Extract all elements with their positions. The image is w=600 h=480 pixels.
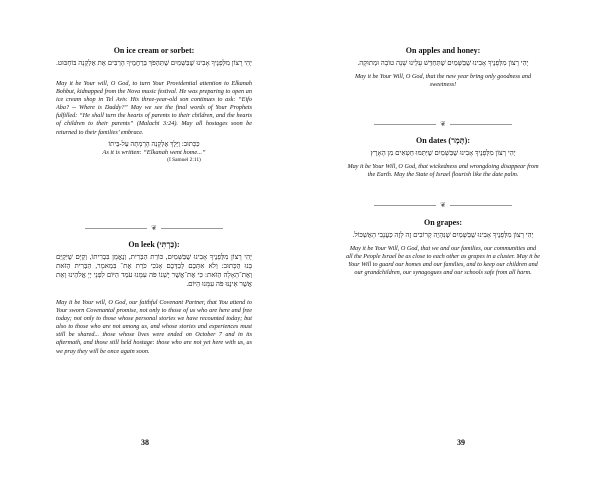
divider-line <box>85 228 147 229</box>
english-prayer: May it be Your Will, O God, that the new year bring only goodness and sweetness! <box>354 73 532 89</box>
section-heading: On grapes: <box>424 218 462 227</box>
section-apples-honey <box>346 46 540 89</box>
ornament-divider <box>346 200 540 210</box>
section-dates <box>346 136 540 179</box>
ornament-divider <box>346 119 540 129</box>
divider-line <box>161 228 223 229</box>
flourish-icon: ❦ <box>151 224 157 232</box>
divider-line <box>374 205 436 206</box>
page-number: 38 <box>141 438 149 447</box>
hebrew-prayer: יְהִי רָצוֹן מִלְּפָנֶיךָ אָבִינוּ שֶׁבַּשָּׁמַיִם שֶׁנִּהְיֶה קְרוֹבִים זֶה לָזֶה כַּעֲנָבִי הָאֶשְׁכּוֹל. <box>352 231 534 239</box>
hebrew-prayer: יְהִי רָצוֹן מִלְּפָנֶיךָ אָבִינוּ שֶׁבַּשָּׁמַיִם, כּוֹרֵת הַבְּרִית, וְנֶאֱמָן בִּבְרִיתוֹ, וְקַיָּם שֶׁיִּקְיַּם בָּנוּ הַכָּתוּב: וְלֹא אִתְּכֶם לְבַדְּכֶם אָנֹכִי כֹּרֵת אֶת־ בִּמְאמָר, הַבְּרִית הַזֹּאת וְאֶת־הָאָלָה הַזֹּאת: כִּי אֶת־אֲשֶׁר יֶשְׁנוֹ פֹּה עִמָּנוּ עֹמֵד הַיּוֹם לִפְנֵי יְיָ אֱלֹהֵינוּ וְאֵת אֲשֶׁר אֵינֶנּוּ פֹּה עִמָּנוּ הַיּוֹם. <box>56 253 252 288</box>
citation-reference: (I Samuel 2:11) <box>167 157 201 164</box>
hebrew-prayer: יְהִי רָצוֹן מִלְּפָנֶיךָ אָבִינוּ שֶׁבַּשָּׁמַיִם שֶׁתַּהְפֹּךְ בְּרַחֲמֶיךָ הָרַבִּים אֶת אֶלְקָנָה בּוֹחְבּוּט. <box>56 59 252 67</box>
english-prayer: May it be Your will, O God, to turn Your Providential attention to Elkanah Bohbut, kidnapped from the Nova music festival. He was preparing to open an ice cream shop in Tel Aviv. His three-year-old son continues to ask: “Eifo Aba? -- Where is Daddy?” May we see the final words of Your Prophets fulfilled: “He shall turn the hearts of parents to their children, and the hearts of children to their parents” (Malachi 3:24). May all hostages soon be returned to their families’ embrace. <box>56 80 252 136</box>
flourish-icon: ❦ <box>440 120 446 128</box>
section-ice-cream <box>56 46 252 164</box>
section-heading: On apples and honey: <box>405 46 481 55</box>
divider-line <box>374 124 436 125</box>
section-leek <box>56 240 252 356</box>
page-number: 39 <box>457 438 465 447</box>
section-heading: On dates (תָּמָר): <box>415 136 470 145</box>
flourish-icon: ❦ <box>440 201 446 209</box>
english-prayer: May it be Your Will, O God, that we and our families, our communities and all the People Israel be as close to each other as grapes in a cluster. May it be Your Will to guard our homes and our families, and to keep our children and our grandchildren, our synagogues and our schools safe from all harm. <box>346 245 540 277</box>
divider-line <box>450 205 512 206</box>
section-heading: On ice cream or sorbet: <box>113 46 195 55</box>
page-39 <box>300 0 600 480</box>
section-heading: On leek (כַּרְתִּי): <box>128 240 180 249</box>
english-prayer: May it be Your Will, O God, that wickedness and wrongdoing disappear from the Earth. May the State of Israel flourish like the date palm. <box>347 163 539 179</box>
citation-hebrew: כַּכָּתוּב: וַיֵּלֶךְ אֶלְקָנָה הָרָמָתָה עַל-בֵּיתוֹ <box>108 140 200 148</box>
hebrew-prayer: יְהִי רָצוֹן מִלְּפָנֶיךָ אָבִינוּ שֶׁבַּשָּׁמַיִם שֶׁתְּחַדֵּשׁ עָלֵינוּ שָׁנָה טוֹבָה וּמְתוּקָה. <box>357 59 529 67</box>
ornament-divider <box>56 223 252 233</box>
divider-line <box>450 124 512 125</box>
hebrew-prayer: יְהִי רָצוֹן מִלְּפָנֶיךָ אָבִינוּ שֶׁבַּשָּׁמַיִם שֶׁיִּתַּמּוּ חַטָּאִים מִן הָאָרֶץ <box>370 149 516 157</box>
section-grapes <box>346 218 540 277</box>
english-prayer: May it be Your will, O God, our faithful Covenant Partner, that You attend to Your sworn Covenantal promise, not only to those of us who are here and free today; not only to those whose personal stories we have recounted today; but also to those who are not among us, and whose stories and experiences must still be shared... those whose lives were ended on October 7 and in its aftermath, and those still held hostage: those who are not yet here with us, as we pray they will be once again soon. <box>56 299 252 355</box>
citation-english: As it is written: “Elkanah went home...” <box>102 149 206 157</box>
